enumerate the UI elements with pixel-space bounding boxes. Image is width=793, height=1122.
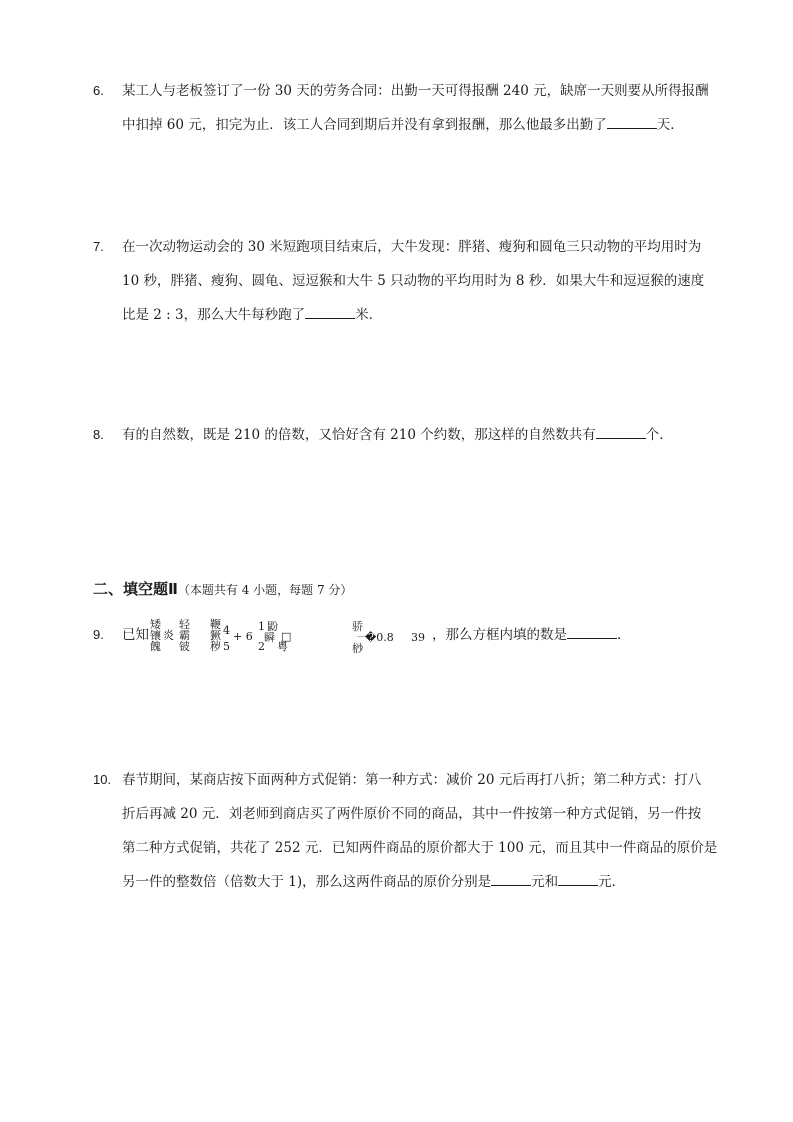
question-text-line: 另一件的整数倍（倍数大于 1)，那么这两件商品的原价分别是 元和 元． xyxy=(122,865,723,899)
question-number: 6. xyxy=(93,83,104,98)
question-text-line: 10 秒，胖猪、瘦狗、圆龟、逗逗猴和大牛 5 只动物的平均用时为 8 秒．如果大牛和逗逗猴的速度 xyxy=(122,273,705,289)
question-text-line: 折后再减 20 元．刘老师到商店买了两件原价不同的商品，其中一件按第一种方式促销，另一件按 xyxy=(122,806,702,822)
question-6 xyxy=(93,74,723,142)
question-text-line: 春节期间，某商店按下面两种方式促销：第一种方式：减价 20 元后再打八折；第二种方式：打八 xyxy=(122,772,702,788)
answer-blank[interactable] xyxy=(596,424,646,439)
question-text-line: 已知 矮 镶 餽 炎 轻 霸 铍 鞭 獗 秽 4 5 + 6 1 2 鼢 瞬 粤 □ 骄 一 桫 �0.8 39 ，那么方框内填的数是 ． xyxy=(122,617,631,655)
question-9 xyxy=(93,618,723,653)
question-number: 9. xyxy=(93,627,104,642)
question-text-line: 中扣掉 60 元，扣完为止．该工人合同到期后并没有拿到报酬，那么他最多出勤了 天． xyxy=(122,108,723,142)
question-text-line: 某工人与老板签订了一份 30 天的劳务合同：出勤一天可得报酬 240 元，缺席一天则要从所得报酬 xyxy=(122,83,709,99)
answer-blank[interactable] xyxy=(305,304,355,319)
section-title: 二、填空题Ⅱ xyxy=(93,580,178,598)
question-number: 10. xyxy=(93,772,112,787)
answer-blank[interactable] xyxy=(607,114,657,129)
question-text-line: 第二种方式促销，共花了 252 元．已知两件商品的原价都大于 100 元，而且其中一件商品的原价是 xyxy=(122,840,718,856)
answer-blank[interactable] xyxy=(567,624,617,639)
question-text-line: 有的自然数，既是 210 的倍数，又恰好含有 210 个约数，那这样的自然数共有 个． xyxy=(122,418,723,452)
garbled-formula: 矮 镶 餽 炎 轻 霸 铍 鞭 獗 秽 4 5 + 6 1 2 鼢 瞬 粤 □ 骄 一 桫 �0.8 39 xyxy=(150,617,425,655)
section-note: （本题共有 4 小题，每题 7 分） xyxy=(177,583,353,597)
answer-blank[interactable] xyxy=(558,871,598,886)
answer-blank[interactable] xyxy=(491,871,531,886)
question-10 xyxy=(93,763,723,899)
question-text-line: 在一次动物运动会的 30 米短跑项目结束后，大牛发现：胖猪、瘦狗和圆龟三只动物的平均用时为 xyxy=(122,239,702,255)
question-text-line: 比是 2 : 3，那么大牛每秒跑了 米． xyxy=(122,298,723,332)
question-7 xyxy=(93,230,723,332)
question-number: 8. xyxy=(93,427,104,442)
question-8 xyxy=(93,418,723,452)
section-heading xyxy=(93,578,352,599)
question-number: 7. xyxy=(93,239,104,254)
